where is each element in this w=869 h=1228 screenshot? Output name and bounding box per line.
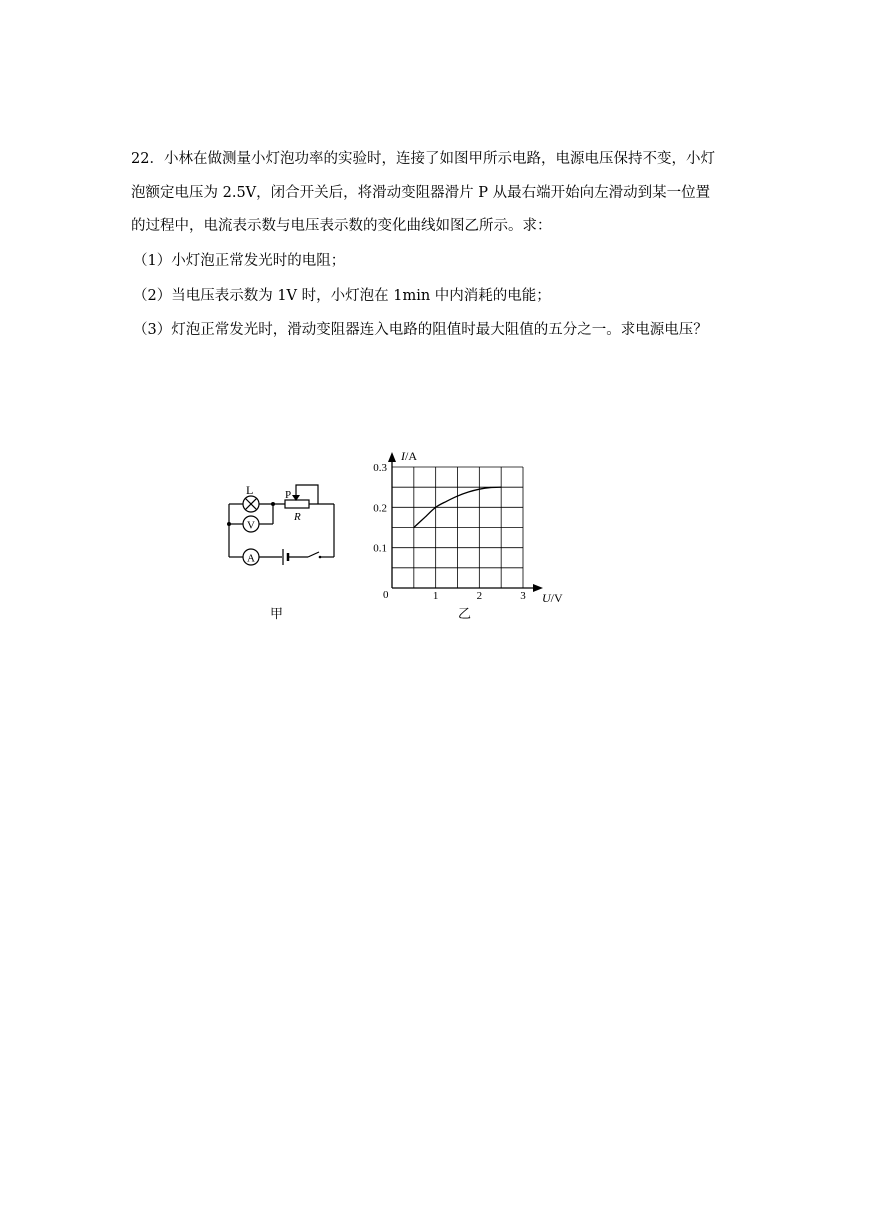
lamp-symbol [243,496,259,512]
sub-question-3: （3）灯泡正常发光时，滑动变阻器连入电路的阻值时最大阻值的五分之一。求电源电压？ [133,322,708,338]
question-line-2: 泡额定电压为 2.5V，闭合开关后，将滑动变阻器滑片 P 从最右端开始向左滑动到某一位置 [131,185,711,201]
question-line-1: 22．小林在做测量小灯泡功率的实验时，连接了如图甲所示电路，电源电压保持不变，小灯 [131,151,715,167]
switch-contact [319,556,322,559]
ammeter-label: A [247,552,255,565]
y-tick-label: 0.2 [373,502,387,515]
junction-dot [227,522,231,526]
y-tick-label: 0.1 [373,542,387,555]
rheostat-symbol [285,500,309,508]
y-tick-label: 0.3 [373,462,387,474]
slider-label: P [285,489,292,501]
battery-symbol [283,549,288,565]
junction-dot [271,502,275,506]
y-axis-label: I/A [401,449,417,463]
graph-caption: 乙 [458,607,472,622]
x-tick-label: 2 [476,590,483,602]
graph-grid [392,467,523,588]
x-axis-label: U/V [542,591,563,605]
x-tick-label: 3 [520,590,526,602]
rheostat-label: R [294,511,301,523]
question-line-3: 的过程中，电流表示数与电压表示数的变化曲线如图乙所示。求： [131,218,552,234]
origin-label: 0 [383,589,389,601]
circuit-diagram [215,470,350,580]
voltmeter-label: V [247,519,255,532]
sub-question-2: （2）当电压表示数为 1V 时，小灯泡在 1min 中内消耗的电能； [133,288,551,304]
circuit-caption: 甲 [270,607,284,622]
sub-question-1: （1）小灯泡正常发光时的电阻； [133,253,346,269]
lamp-label: L [246,483,254,497]
iu-graph [360,447,575,610]
y-axis-arrow [388,452,396,462]
x-tick-label: 1 [432,590,439,602]
